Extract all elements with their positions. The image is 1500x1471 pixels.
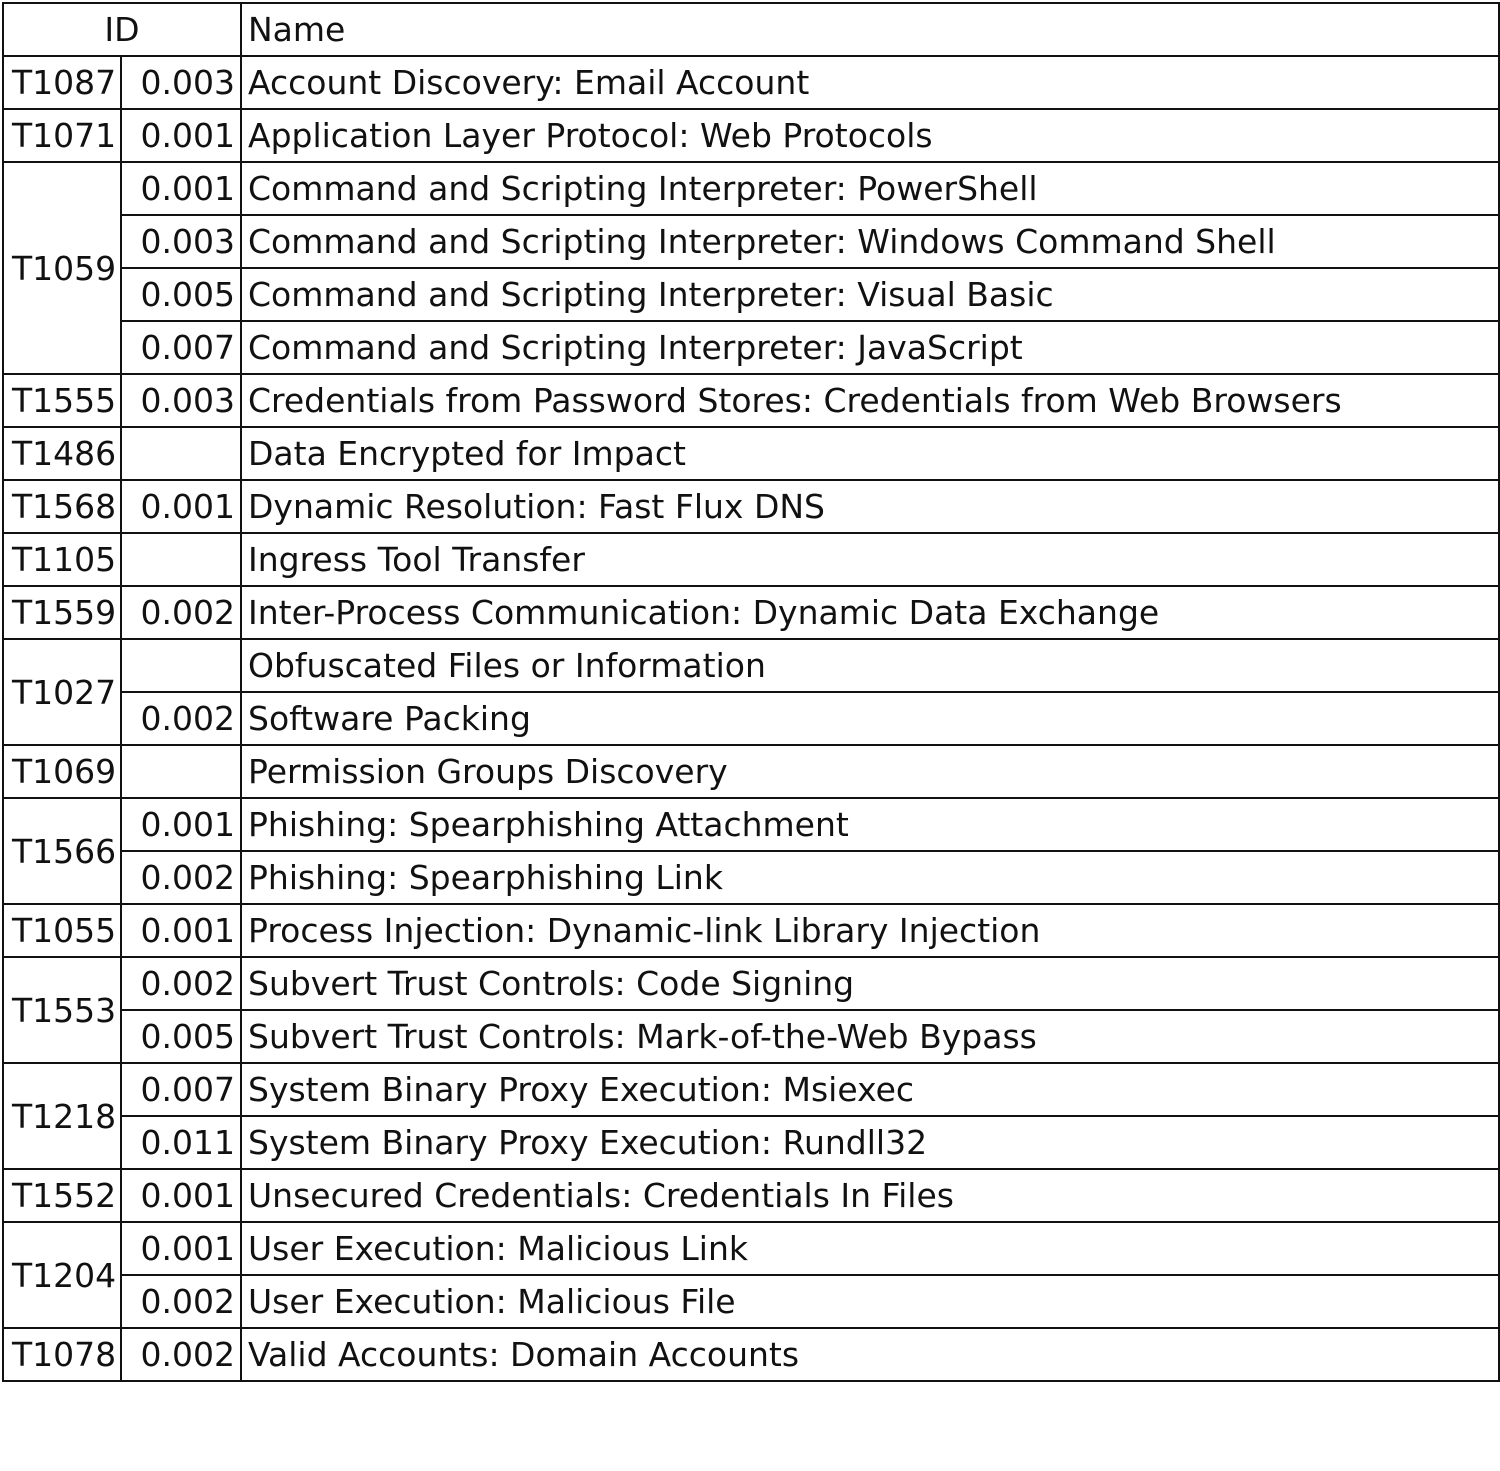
sub-technique-cell: 0.011: [121, 1116, 241, 1169]
technique-name-cell: Command and Scripting Interpreter: JavaScript: [241, 321, 1499, 374]
table-row: [3, 321, 1499, 374]
technique-id-cell: T1559: [3, 586, 121, 639]
table-row: [3, 215, 1499, 268]
technique-id-cell: T1553: [3, 957, 121, 1063]
technique-name-cell: Valid Accounts: Domain Accounts: [241, 1328, 1499, 1381]
technique-name-cell: Phishing: Spearphishing Link: [241, 851, 1499, 904]
sub-technique-cell: 0.002: [121, 1328, 241, 1381]
sub-technique-cell: 0.001: [121, 109, 241, 162]
sub-technique-cell: 0.002: [121, 586, 241, 639]
technique-id-cell: T1486: [3, 427, 121, 480]
technique-id-cell: T1071: [3, 109, 121, 162]
sub-technique-cell: 0.002: [121, 1275, 241, 1328]
technique-name-cell: User Execution: Malicious Link: [241, 1222, 1499, 1275]
technique-name-cell: Data Encrypted for Impact: [241, 427, 1499, 480]
table-row: [3, 1063, 1499, 1116]
table-row: [3, 1328, 1499, 1381]
sub-technique-cell: 0.003: [121, 56, 241, 109]
table-row: [3, 268, 1499, 321]
table-row: [3, 798, 1499, 851]
sub-technique-cell: [121, 427, 241, 480]
technique-name-cell: Account Discovery: Email Account: [241, 56, 1499, 109]
technique-name-cell: Software Packing: [241, 692, 1499, 745]
sub-technique-cell: 0.002: [121, 692, 241, 745]
table-row: [3, 745, 1499, 798]
sub-technique-cell: 0.003: [121, 374, 241, 427]
technique-id-cell: T1078: [3, 1328, 121, 1381]
sub-technique-cell: 0.001: [121, 798, 241, 851]
technique-name-cell: User Execution: Malicious File: [241, 1275, 1499, 1328]
table-row: [3, 1010, 1499, 1063]
technique-name-cell: System Binary Proxy Execution: Msiexec: [241, 1063, 1499, 1116]
technique-id-cell: T1568: [3, 480, 121, 533]
sub-technique-cell: [121, 745, 241, 798]
technique-name-cell: Dynamic Resolution: Fast Flux DNS: [241, 480, 1499, 533]
table-row: [3, 586, 1499, 639]
table-row: [3, 904, 1499, 957]
table-row: [3, 957, 1499, 1010]
technique-name-cell: Permission Groups Discovery: [241, 745, 1499, 798]
table-row: [3, 533, 1499, 586]
table-row: [3, 1116, 1499, 1169]
table-row: [3, 692, 1499, 745]
technique-name-cell: Ingress Tool Transfer: [241, 533, 1499, 586]
technique-name-cell: Subvert Trust Controls: Code Signing: [241, 957, 1499, 1010]
table-row: [3, 1275, 1499, 1328]
table-row: [3, 851, 1499, 904]
sub-technique-cell: [121, 533, 241, 586]
sub-technique-cell: 0.001: [121, 1222, 241, 1275]
technique-name-cell: Obfuscated Files or Information: [241, 639, 1499, 692]
technique-id-cell: T1552: [3, 1169, 121, 1222]
technique-name-cell: Inter-Process Communication: Dynamic Data Exchange: [241, 586, 1499, 639]
technique-id-cell: T1069: [3, 745, 121, 798]
technique-name-cell: Application Layer Protocol: Web Protocols: [241, 109, 1499, 162]
sub-technique-cell: 0.005: [121, 268, 241, 321]
table-row: [3, 1169, 1499, 1222]
technique-name-cell: Subvert Trust Controls: Mark-of-the-Web Bypass: [241, 1010, 1499, 1063]
table-row: [3, 427, 1499, 480]
sub-technique-cell: 0.007: [121, 321, 241, 374]
technique-name-cell: Phishing: Spearphishing Attachment: [241, 798, 1499, 851]
sub-technique-cell: 0.005: [121, 1010, 241, 1063]
technique-id-cell: T1055: [3, 904, 121, 957]
header-name: Name: [241, 3, 1499, 56]
table-row: [3, 1222, 1499, 1275]
table-body: [3, 56, 1499, 1381]
table-row: [3, 162, 1499, 215]
sub-technique-cell: 0.001: [121, 162, 241, 215]
technique-name-cell: Command and Scripting Interpreter: PowerShell: [241, 162, 1499, 215]
table-row: [3, 374, 1499, 427]
technique-table: [2, 2, 1500, 1382]
header-row: [3, 3, 1499, 56]
technique-name-cell: System Binary Proxy Execution: Rundll32: [241, 1116, 1499, 1169]
technique-name-cell: Command and Scripting Interpreter: Visual Basic: [241, 268, 1499, 321]
table-row: [3, 480, 1499, 533]
technique-id-cell: T1027: [3, 639, 121, 745]
technique-id-cell: T1087: [3, 56, 121, 109]
table-row: [3, 56, 1499, 109]
technique-id-cell: T1059: [3, 162, 121, 374]
sub-technique-cell: [121, 639, 241, 692]
sub-technique-cell: 0.001: [121, 904, 241, 957]
sub-technique-cell: 0.007: [121, 1063, 241, 1116]
technique-id-cell: T1204: [3, 1222, 121, 1328]
technique-name-cell: Credentials from Password Stores: Credentials from Web Browsers: [241, 374, 1499, 427]
technique-id-cell: T1555: [3, 374, 121, 427]
technique-id-cell: T1105: [3, 533, 121, 586]
technique-name-cell: Process Injection: Dynamic-link Library Injection: [241, 904, 1499, 957]
header-id: ID: [3, 3, 241, 56]
technique-id-cell: T1566: [3, 798, 121, 904]
technique-name-cell: Unsecured Credentials: Credentials In Files: [241, 1169, 1499, 1222]
table-row: [3, 109, 1499, 162]
technique-name-cell: Command and Scripting Interpreter: Windows Command Shell: [241, 215, 1499, 268]
table-row: [3, 639, 1499, 692]
sub-technique-cell: 0.001: [121, 1169, 241, 1222]
sub-technique-cell: 0.002: [121, 851, 241, 904]
sub-technique-cell: 0.003: [121, 215, 241, 268]
sub-technique-cell: 0.001: [121, 480, 241, 533]
technique-id-cell: T1218: [3, 1063, 121, 1169]
sub-technique-cell: 0.002: [121, 957, 241, 1010]
